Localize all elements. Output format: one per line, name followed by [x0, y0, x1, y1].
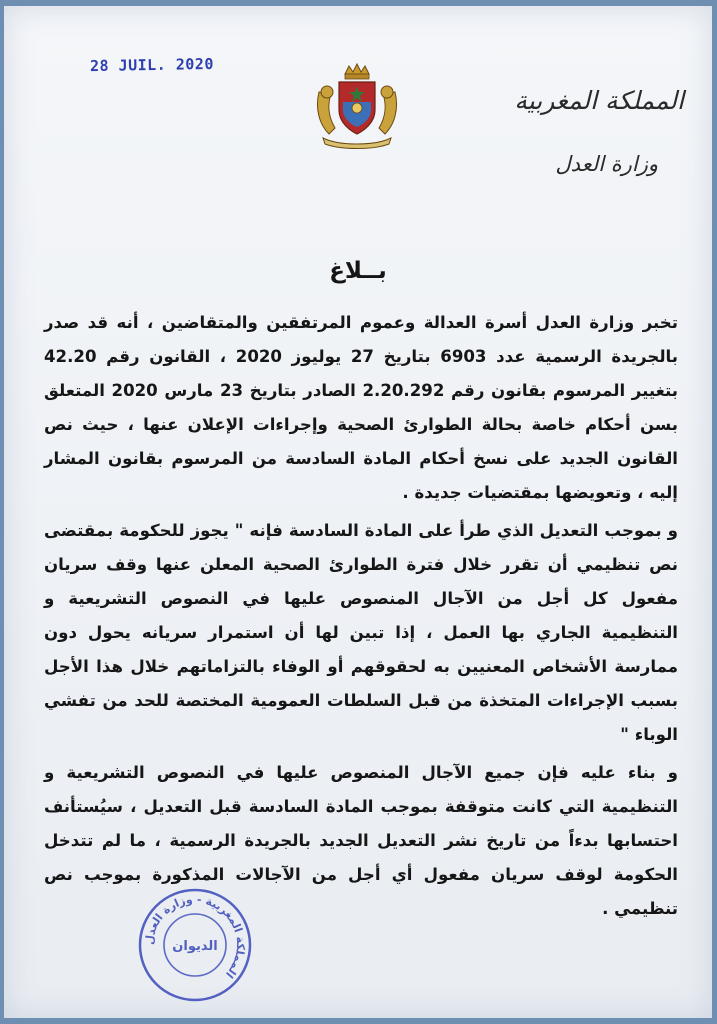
letterhead-kingdom: المملكة المغربية	[514, 86, 684, 115]
document-page	[4, 6, 712, 1018]
paragraph-2: و بموجب التعديل الذي طرأ على المادة السادسة فإنه " يجوز للحكومة بمقتضى نص تنظيمي أن تقرر خلال فترة الطوارئ الصحية المعلن عنها وقف سريان مفعول كل أجل من الآجال المنصوص عليها في النصوص التشريعية و التنظيمية الجاري بها العمل ، إذا تبين لها أن استمرار سريانه يحول دون ممارسة الأشخاص المعنيين به لحقوقهم أو الوفاء بالتزاماتهم خلال هذا الأجل بسبب الإجراءات المتخذة من قبل السلطات العمومية المختصة للحد من تفشي الوباء "	[44, 521, 678, 744]
date-stamp: 28 JUIL. 2020	[89, 54, 215, 76]
seal-outer-text: المملكة المغربية - وزارة العدل	[142, 892, 248, 981]
seal-center-text: الديوان	[172, 939, 218, 954]
document-body	[44, 306, 678, 926]
moroccan-coat-of-arms-icon	[309, 62, 405, 150]
ministry-seal-stamp	[136, 886, 254, 1004]
document-title: بــلاغ	[329, 258, 387, 284]
paragraph-3: و بناء عليه فإن جميع الآجال المنصوص عليها في النصوص التشريعية و التنظيمية التي كانت متوقفة بموجب المادة السادسة قبل التعديل ، سيُستأنف احتسابها بدءاً من تاريخ نشر التعديل الجديد بالجريدة الرسمية ، ما لم تتدخل الحكومة لوقف سريان مفعول أي أجل من الآجالات المذكورة بموجب نص تنظيمي .	[44, 763, 678, 918]
letterhead-ministry: وزارة العدل	[555, 152, 658, 176]
svg-text:المملكة المغربية - وزارة العدل	[143, 893, 247, 981]
paragraph-1: تخبر وزارة العدل أسرة العدالة وعموم المرتفقين والمتقاضين ، أنه قد صدر بالجريدة الرسمية عدد 6903 بتاريخ 27 يوليوز 2020 ، القانون رقم 42.20 بتغيير المرسوم بقانون رقم 2.20.292 الصادر بتاريخ 23 مارس 2020 المتعلق بسن أحكام خاصة بحالة الطوارئ الصحية وإجراءات الإعلان عنها ، حيث نص القانون الجديد على نسخ أحكام المادة السادسة من المرسوم بقانون المشار إليه ، وتعويضها بمقتضيات جديدة .	[44, 313, 679, 502]
